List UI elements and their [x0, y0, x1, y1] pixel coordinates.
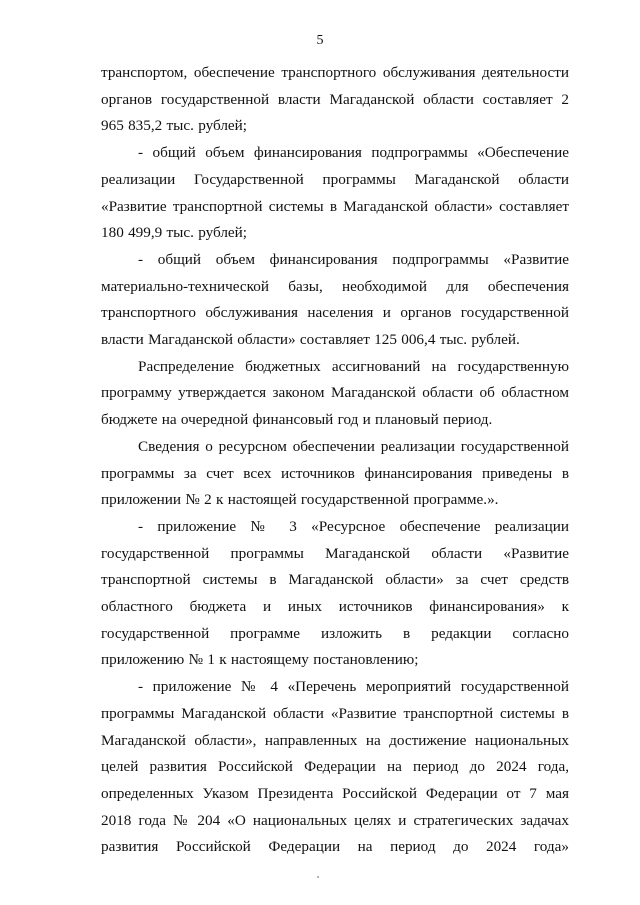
scan-speck: [317, 876, 319, 878]
paragraph-budget-allocation: Распределение бюджетных ассигнований на государственную программу утверждается законом Магаданской области об областном бюджете на очередной финансовый год и плановый период.: [101, 357, 569, 429]
page-number: 5: [316, 33, 324, 48]
paragraph-subprogram-material-base: - общий объем финансирования подпрограммы «Развитие материально-технической базы, необходимой для обеспечения транспортного обслуживания населения и органов государственной власти Магаданской области» составляет 125 006,4 тыс. рублей.: [101, 250, 569, 349]
paragraph-appendix-3: - приложение № 3 «Ресурсное обеспечение реализации государственной программы Магаданской области «Развитие транспортной системы в Магаданской области» за счет средств областного бюджета и иных источников финансирования» к государственной программе изложить в редакции согласно приложению № 1 к настоящему постановлению;: [101, 517, 569, 669]
paragraph-appendix-4: - приложение № 4 «Перечень мероприятий государственной программы Магаданской области «Развитие транспортной системы в Магаданской области», направленных на достижение национальных целей развития Российской Федерации на период до 2024 года, определенных Указом Президента Российской Федерации от 7 мая 2018 года № 204 «О национальных целях и стратегических задачах развития Российской Федерации на период до 2024 года»: [101, 678, 569, 856]
paragraph-subprogram-state-program: - общий объем финансирования подпрограммы «Обеспечение реализации Государственной программы Магаданской области «Развитие транспортной системы в Магаданской области» составляет 180 499,9 тыс. рублей;: [101, 144, 569, 242]
document-body: [101, 60, 569, 861]
paragraph-resource-info: Сведения о ресурсном обеспечении реализации государственной программы за счет всех источников финансирования приведены в приложении № 2 к настоящей государственной программе.».: [101, 437, 569, 509]
paragraph-transport-total: транспортом, обеспечение транспортного обслуживания деятельности органов государственной власти Магаданской области составляет 2 965 835,2 тыс. рублей;: [101, 64, 569, 135]
